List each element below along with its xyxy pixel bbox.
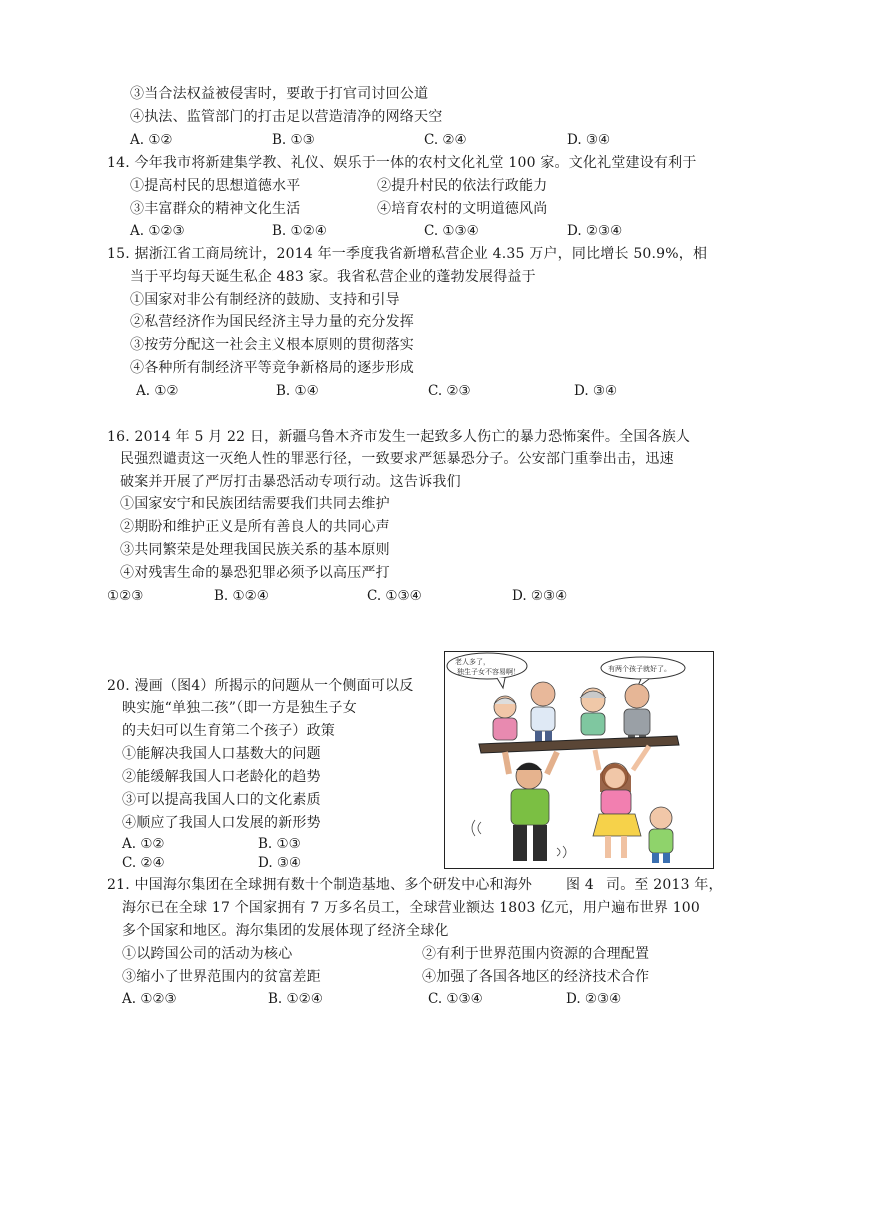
elderly-person-1 <box>493 696 517 740</box>
q15-stem-line-1: 15. 据浙江省工商局统计，2014 年一季度我省新增私营企业 4.35 万户，同比增长 50.9%，相 <box>107 246 708 262</box>
q16-item-3: ③共同繁荣是处理我国民族关系的基本原则 <box>120 542 390 558</box>
q15-option-a[interactable]: A. ①② <box>136 383 179 399</box>
q16-stem-line-3: 破案并开展了严厉打击暴恐活动专项行动。这告诉我们 <box>120 474 461 490</box>
q13-option-c[interactable]: C. ②④ <box>424 132 467 148</box>
q14-item-1: ①提高村民的思想道德水平 <box>130 178 301 194</box>
child-figure <box>649 807 673 863</box>
cartoon-bubble-left-line-1: 老人多了， <box>455 658 490 666</box>
q21-stem-line-1b: 司。至 2013 年， <box>606 877 723 893</box>
q16-option-a[interactable]: ①②③ <box>107 588 144 604</box>
q14-option-c[interactable]: C. ①③④ <box>424 223 479 239</box>
q13-item-3: ③当合法权益被侵害时，要敢于打官司讨回公道 <box>130 86 429 102</box>
q20-item-2: ②能缓解我国人口老龄化的趋势 <box>122 769 321 785</box>
q21-option-b[interactable]: B. ①②④ <box>268 991 323 1007</box>
q16-stem-line-2: 民强烈谴责这一灭绝人性的罪恶行径，一致要求严惩暴恐分子。公安部门重拳出击，迅速 <box>120 451 674 467</box>
q16-stem-line-1: 16. 2014 年 5 月 22 日，新疆乌鲁木齐市发生一起致多人伤亡的暴力恐怖案件。全国各族人 <box>107 429 691 445</box>
q21-stem-line-2: 海尔已在全球 17 个国家拥有 7 万多名员工，全球营业额达 1803 亿元，用户遍布世界 100 <box>122 900 701 916</box>
q21-item-3: ③缩小了世界范围内的贫富差距 <box>122 969 321 985</box>
q21-item-2: ②有利于世界范围内资源的合理配置 <box>422 946 650 962</box>
q20-stem-line-2: 映实施“单独二孩”（即一方是独生子女 <box>122 700 357 716</box>
q13-option-d[interactable]: D. ③④ <box>567 132 611 148</box>
elderly-person-4 <box>624 684 650 743</box>
cartoon-bubble-right: 有两个孩子就好了。 <box>608 665 671 673</box>
q16-option-d[interactable]: D. ②③④ <box>512 588 568 604</box>
q21-item-4: ④加强了各国各地区的经济技术合作 <box>422 969 650 985</box>
elderly-person-3 <box>580 688 606 735</box>
q21-option-c[interactable]: C. ①③④ <box>428 991 483 1007</box>
q15-stem-line-2: 当于平均每天诞生私企 483 家。我省私营企业的蓬勃发展得益于 <box>130 269 536 285</box>
q14-option-a[interactable]: A. ①②③ <box>130 223 185 239</box>
q14-item-3: ③丰富群众的精神文化生活 <box>130 201 301 217</box>
q16-item-2: ②期盼和维护正义是所有善良人的共同心声 <box>120 519 390 535</box>
q14-item-2: ②提升村民的依法行政能力 <box>377 178 548 194</box>
q20-option-b[interactable]: B. ①③ <box>258 836 301 852</box>
q15-item-1: ①国家对非公有制经济的鼓励、支持和引导 <box>130 292 400 308</box>
q14-option-b[interactable]: B. ①②④ <box>272 223 327 239</box>
q13-option-a[interactable]: A. ①② <box>130 132 173 148</box>
q16-option-b[interactable]: B. ①②④ <box>214 588 269 604</box>
q21-option-a[interactable]: A. ①②③ <box>122 991 177 1007</box>
cartoon-figure-4 <box>444 651 714 869</box>
q16-item-4: ④对残害生命的暴恐犯罪必须予以高压严打 <box>120 565 390 581</box>
q14-stem: 14. 今年我市将新建集学教、礼仪、娱乐于一体的农村文化礼堂 100 家。文化礼堂建设有利于 <box>107 155 697 171</box>
q15-option-b[interactable]: B. ①④ <box>276 383 319 399</box>
q15-item-4: ④各种所有制经济平等竞争新格局的逐步形成 <box>130 360 414 376</box>
q20-stem-line-3: 的夫妇可以生育第二个孩子）政策 <box>122 723 335 739</box>
q14-item-4: ④培育农村的文明道德风尚 <box>377 201 548 217</box>
father-figure <box>505 752 557 861</box>
q20-option-a[interactable]: A. ①② <box>122 836 165 852</box>
mother-figure <box>593 746 649 858</box>
q20-option-c[interactable]: C. ②④ <box>122 855 165 871</box>
q21-stem-line-3: 多个国家和地区。海尔集团的发展体现了经济全球化 <box>122 923 449 939</box>
q20-item-4: ④顺应了我国人口发展的新形势 <box>122 815 321 831</box>
q16-item-1: ①国家安宁和民族团结需要我们共同去维护 <box>120 496 390 512</box>
q20-item-1: ①能解决我国人口基数大的问题 <box>122 746 321 762</box>
q21-stem-line-1a: 21. 中国海尔集团在全球拥有数十个制造基地、多个研发中心和海外 <box>107 877 533 893</box>
q13-item-4: ④执法、监管部门的打击足以营造清净的网络天空 <box>130 109 443 125</box>
q20-option-d[interactable]: D. ③④ <box>258 855 302 871</box>
q15-option-c[interactable]: C. ②③ <box>428 383 471 399</box>
q21-option-d[interactable]: D. ②③④ <box>566 991 622 1007</box>
q14-option-d[interactable]: D. ②③④ <box>567 223 623 239</box>
cartoon-bubble-left-line-2: 独生子女不容易啊！ <box>457 668 520 676</box>
q20-stem-line-1: 20. 漫画（图4）所揭示的问题从一个侧面可以反 <box>107 678 414 694</box>
q15-option-d[interactable]: D. ③④ <box>574 383 618 399</box>
figure-4-caption: 图 4 <box>566 877 594 893</box>
q20-item-3: ③可以提高我国人口的文化素质 <box>122 792 321 808</box>
q15-item-2: ②私营经济作为国民经济主导力量的充分发挥 <box>130 314 414 330</box>
q21-item-1: ①以跨国公司的活动为核心 <box>122 946 293 962</box>
elderly-person-2 <box>531 682 555 743</box>
q16-option-c[interactable]: C. ①③④ <box>367 588 422 604</box>
q13-option-b[interactable]: B. ①③ <box>272 132 315 148</box>
q15-item-3: ③按劳分配这一社会主义根本原则的贯彻落实 <box>130 337 414 353</box>
